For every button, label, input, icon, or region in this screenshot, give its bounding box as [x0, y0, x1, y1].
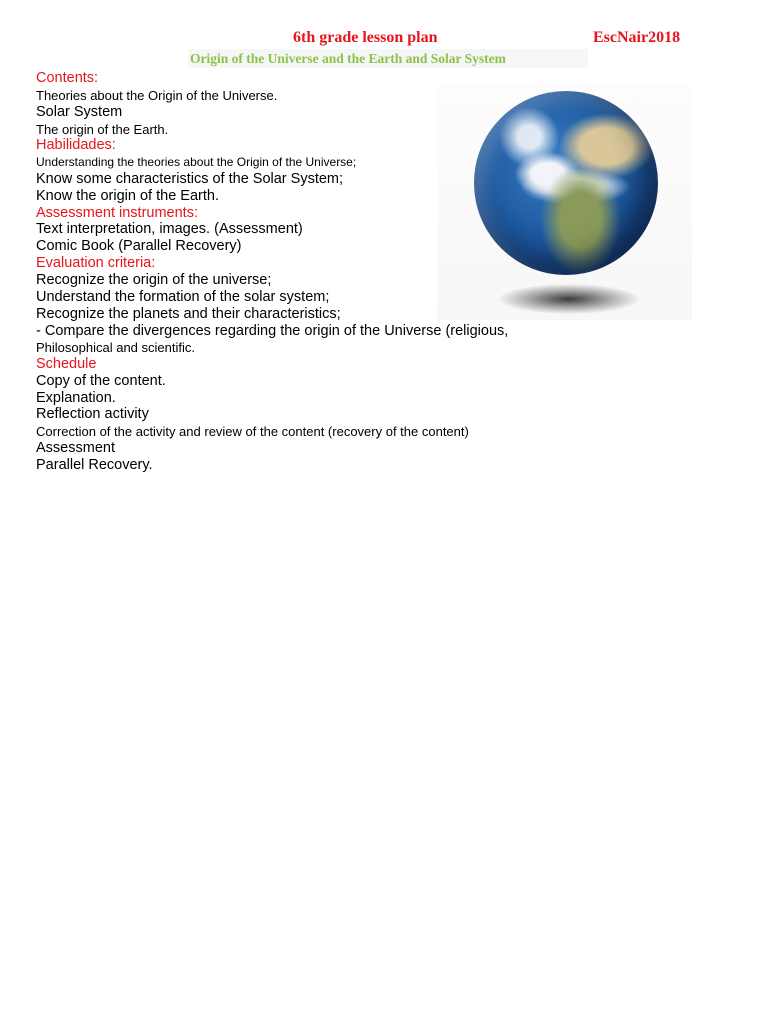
list-item: Correction of the activity and review of the content (recovery of the content) — [36, 424, 469, 439]
lesson-plan-title: 6th grade lesson plan — [293, 29, 438, 46]
list-item: Copy of the content. — [36, 373, 166, 389]
list-item: Understand the formation of the solar system; — [36, 289, 330, 305]
subtitle-banner — [188, 49, 588, 68]
list-item: Know the origin of the Earth. — [36, 188, 219, 204]
list-item: - Compare the divergences regarding the origin of the Universe (religious, — [36, 323, 509, 339]
list-item: Recognize the origin of the universe; — [36, 272, 272, 288]
subtitle-text: Origin of the Universe and the Earth and Solar System — [190, 51, 506, 66]
list-item: Understanding the theories about the Origin of the Universe; — [36, 155, 357, 169]
contents-heading: Contents: — [36, 70, 99, 86]
schedule-heading: Schedule — [36, 356, 97, 372]
list-item: Parallel Recovery. — [36, 457, 153, 473]
list-item: Reflection activity — [36, 406, 149, 422]
criteria-heading: Evaluation criteria: — [36, 255, 156, 271]
list-item: Recognize the planets and their characteristics; — [36, 306, 341, 322]
list-item: Comic Book (Parallel Recovery) — [36, 238, 242, 254]
earth-globe-icon — [474, 91, 658, 275]
list-item: Solar System — [36, 104, 123, 120]
skills-heading: Habilidades: — [36, 137, 116, 153]
globe-shadow — [499, 284, 639, 314]
assessment-heading: Assessment instruments: — [36, 205, 198, 221]
list-item: Know some characteristics of the Solar System; — [36, 171, 344, 187]
list-item: Explanation. — [36, 390, 116, 406]
list-item: Theories about the Origin of the Universe. — [36, 88, 278, 103]
list-item: Text interpretation, images. (Assessment) — [36, 221, 303, 237]
list-item: Assessment — [36, 440, 115, 456]
list-item: Philosophical and scientific. — [36, 340, 195, 355]
earth-image — [437, 84, 692, 320]
brand-label: EscNair2018 — [593, 29, 681, 46]
list-item: The origin of the Earth. — [36, 122, 169, 137]
